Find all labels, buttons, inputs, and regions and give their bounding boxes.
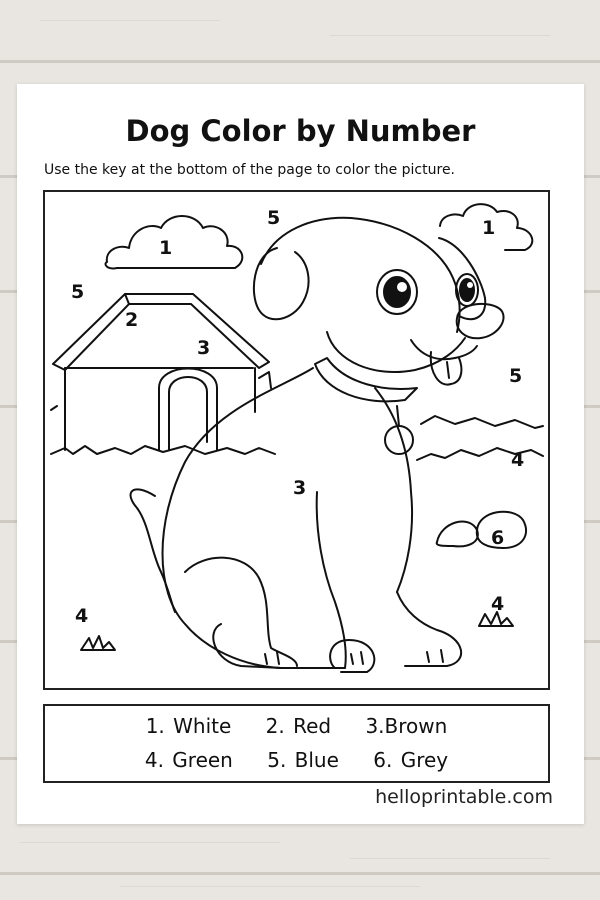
dog-front-leg-right	[397, 592, 461, 666]
key-entry: 5. Blue	[267, 748, 339, 772]
region-number: 1	[159, 237, 173, 259]
page-title: Dog Color by Number	[125, 114, 476, 148]
coloring-picture	[43, 190, 550, 690]
dog-nose	[457, 304, 504, 338]
region-number: 5	[267, 207, 281, 229]
dog-mouth	[411, 340, 477, 359]
doghouse-door	[159, 369, 217, 451]
region-number: 5	[509, 365, 523, 387]
key-entry: 4. Green	[144, 748, 233, 772]
dog-ear-left	[254, 248, 309, 319]
grass-tuft-left	[81, 636, 115, 650]
dog-line-art	[45, 192, 548, 688]
color-key	[43, 704, 550, 783]
color-key-row-2	[45, 748, 548, 772]
region-number: 1	[482, 217, 496, 239]
key-entry: 3.Brown	[365, 714, 448, 738]
grass-left	[51, 446, 275, 454]
region-number: 3	[197, 337, 211, 359]
dog-back-leg	[185, 558, 297, 666]
region-number: 5	[71, 281, 85, 303]
key-entry: 1. White	[145, 714, 232, 738]
doghouse-roof	[53, 294, 269, 370]
region-number: 4	[491, 593, 505, 615]
region-number: 4	[511, 449, 525, 471]
dog-ear-right	[439, 238, 485, 319]
region-number: 6	[491, 527, 505, 549]
key-entry: 6. Grey	[373, 748, 449, 772]
key-entry: 2. Red	[265, 714, 332, 738]
region-number: 3	[293, 477, 307, 499]
instructions-text: Use the key at the bottom of the page to color the picture.	[44, 162, 456, 178]
rock-small	[437, 521, 478, 546]
worksheet-paper	[17, 84, 584, 824]
dog-collar	[315, 358, 417, 401]
color-key-row-1	[45, 714, 548, 738]
website-credit: helloprintable.com	[375, 786, 553, 808]
region-number: 4	[75, 605, 89, 627]
cloud-left	[105, 216, 242, 268]
region-number: 2	[125, 309, 139, 331]
